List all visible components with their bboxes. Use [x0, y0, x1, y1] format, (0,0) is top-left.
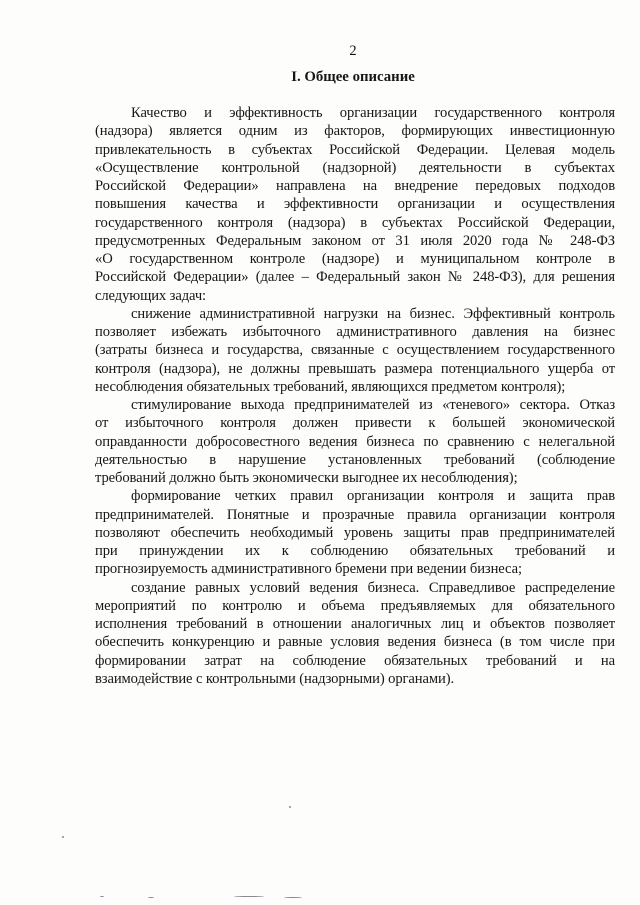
text-line: мероприятий по контролю и объема предъявляемых для обязательного	[95, 597, 615, 614]
text-line: следующих задач:	[95, 287, 207, 304]
paragraph-task-reduce-burden	[95, 305, 615, 396]
text-line: оправданности добросовестного ведения бизнеса по сравнению с нелегальной	[95, 433, 615, 450]
text-line: повышения качества и эффективности организации и осуществления	[95, 196, 615, 213]
paragraph-task-shadow-sector	[95, 396, 615, 487]
text-line: Российской Федерации» направлена на внедрение передовых подходов	[95, 178, 615, 194]
page-number: 2	[349, 43, 357, 59]
paragraph-task-equal-conditions	[95, 579, 615, 689]
text-line: предусмотренных Федеральным законом от 31 июля 2020 года № 248-ФЗ	[95, 232, 615, 249]
text-line: прогнозируемость административного бремени при ведении бизнеса;	[95, 561, 522, 578]
text-line: «Осуществление контрольной (надзорной) деятельности в субъектах	[95, 159, 615, 176]
body-text	[95, 104, 615, 688]
scan-speck	[62, 836, 64, 838]
text-line: (затраты бизнеса и государства, связанные с осуществлением государственного	[95, 342, 615, 359]
text-line: «О государственном контроле (надзоре) и муниципальном контроле в	[95, 251, 615, 267]
text-line: стимулирование выхода предпринимателей из «теневого» сектора. Отказ	[131, 397, 615, 413]
scan-speck	[234, 896, 264, 897]
text-line: деятельностью в нарушение установленных требований (соблюдение	[95, 451, 615, 468]
paragraph-task-clear-rules	[95, 487, 615, 578]
text-line: создание равных условий ведения бизнеса. Справедливое распределение	[131, 579, 615, 596]
scan-speck	[148, 897, 154, 898]
text-line: (надзора) является одним из факторов, формирующих инвестиционную	[95, 123, 615, 140]
text-line: взаимодействие с контрольными (надзорными) органами).	[95, 670, 455, 687]
text-line: формирование четких правил организации контроля и защита прав	[131, 488, 615, 505]
text-line: позволяет избежать избыточного административного давления на бизнес	[95, 324, 615, 340]
section-heading: I. Общее описание	[291, 69, 415, 85]
text-line: государственного контроля (надзора) в субъектах Российской Федерации,	[95, 214, 615, 231]
text-line: обеспечить конкуренцию и равные условия ведения бизнеса (в том числе при	[95, 634, 615, 651]
text-line: при принуждении их к соблюдению обязательных требований и	[95, 543, 615, 559]
text-line: требований должно быть экономически выгоднее их несоблюдения);	[95, 470, 518, 486]
paragraph-intro	[95, 104, 615, 305]
text-line: исполнения требований в отношении аналогичных лиц и объектов позволяет	[95, 616, 615, 632]
text-line: Качество и эффективность организации государственного контроля	[131, 105, 615, 121]
text-line: привлекательность в субъектах Российской Федерации. Целевая модель	[95, 141, 615, 158]
text-line: контроля (надзора), не должны превышать размера потенциального ущерба от	[95, 360, 615, 377]
scan-speck	[284, 897, 302, 898]
text-line: позволяют обеспечить необходимый уровень защиты прав предпринимателей	[95, 524, 615, 541]
text-line: несоблюдения обязательных требований, являющихся предметом контроля);	[95, 378, 566, 395]
scan-speck	[289, 806, 291, 808]
scan-speck	[100, 896, 104, 897]
text-line: формировании затрат на соблюдение обязательных требований и на	[95, 652, 615, 669]
text-line: от избыточного контроля должен привести к большей экономической	[95, 415, 615, 432]
text-line: снижение административной нагрузки на бизнес. Эффективный контроль	[131, 305, 615, 322]
text-line: предпринимателей. Понятные и прозрачные правила организации контроля	[95, 506, 615, 523]
text-line: Российской Федерации» (далее – Федеральный закон № 248-ФЗ), для решения	[95, 269, 615, 286]
